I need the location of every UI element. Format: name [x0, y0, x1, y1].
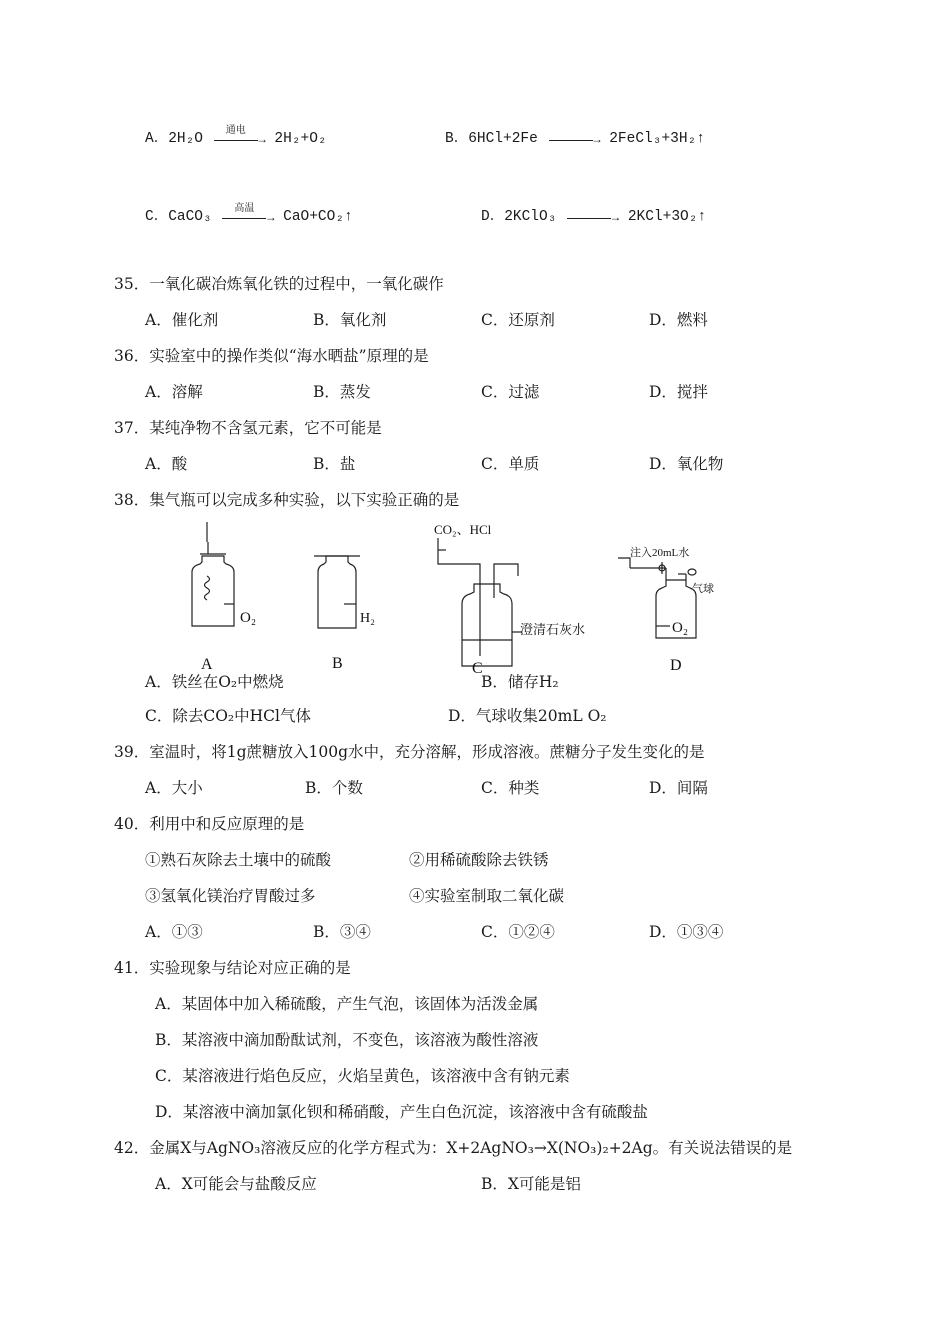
- liquid-label-c: 澄清石灰水: [520, 622, 586, 637]
- question-38: 38．集气瓶可以完成多种实验，以下实验正确的是: [114, 491, 460, 509]
- option: D．某溶液中滴加氯化钡和稀硝酸，产生白色沉淀，该溶液中含有硫酸盐: [155, 1103, 648, 1121]
- option: A．①③: [145, 923, 203, 941]
- gas-bottle-figure: [170, 516, 750, 676]
- option: D．燃料: [649, 311, 708, 329]
- reaction-arrow: 高温 →: [220, 206, 274, 226]
- option: B．盐: [313, 455, 356, 473]
- figure-label-c: C: [472, 660, 483, 676]
- option: B．氧化剂: [313, 311, 387, 329]
- list-item: ③氢氧化镁治疗胃酸过多: [145, 887, 316, 905]
- option: B．储存H₂: [481, 673, 559, 691]
- option: A．溶解: [145, 383, 203, 401]
- option: D．搅拌: [649, 383, 708, 401]
- option: A．催化剂: [145, 311, 219, 329]
- equation-option-b: B．6HCl+2Fe → 2FeCl₃+3H₂↑: [445, 128, 705, 149]
- figure-label-b: B: [332, 655, 343, 672]
- equation-option-a: A．2H₂O 通电 → 2H₂+O₂: [145, 126, 327, 147]
- figure-label-a: A: [201, 656, 213, 673]
- gas-label-a: O₂: [240, 610, 257, 626]
- option: A．某固体中加入稀硫酸，产生气泡，该固体为活泼金属: [155, 995, 539, 1013]
- option: C．除去CO₂中HCl气体: [145, 707, 311, 725]
- question-36: 36．实验室中的操作类似“海水晒盐”原理的是: [114, 347, 429, 365]
- equation-option-d: D．2KClO₃ → 2KCl+3O₂↑: [481, 206, 706, 227]
- option: B．个数: [305, 779, 363, 797]
- option: B．X可能是铝: [481, 1175, 581, 1193]
- reaction-arrow: →: [547, 128, 601, 148]
- question-35: 35．一氧化碳冶炼氧化铁的过程中，一氧化碳作: [114, 275, 444, 293]
- option: A．大小: [145, 779, 203, 797]
- question-39: 39．室温时，将1g蔗糖放入100g水中，充分溶解，形成溶液。蔗糖分子发生变化的是: [114, 743, 705, 761]
- option: C．某溶液进行焰色反应，火焰呈黄色，该溶液中含有钠元素: [155, 1067, 570, 1085]
- option: A．X可能会与盐酸反应: [155, 1175, 317, 1193]
- gas-label-b: H₂: [360, 611, 375, 626]
- list-item: ②用稀硫酸除去铁锈: [409, 851, 549, 869]
- option: C．①②④: [481, 923, 555, 941]
- reaction-arrow: 通电 →: [212, 128, 266, 148]
- question-40: 40．利用中和反应原理的是: [114, 815, 305, 833]
- list-item: ①熟石灰除去土壤中的硫酸: [145, 851, 332, 869]
- option: D．①③④: [649, 923, 724, 941]
- reaction-arrow: →: [565, 206, 619, 226]
- question-37: 37．某纯净物不含氢元素，它不可能是: [114, 419, 382, 437]
- option: A．铁丝在O₂中燃烧: [145, 673, 284, 691]
- option: C．过滤: [481, 383, 540, 401]
- option: C．单质: [481, 455, 540, 473]
- option: D．氧化物: [649, 455, 724, 473]
- option: C．种类: [481, 779, 540, 797]
- option: B．蒸发: [313, 383, 371, 401]
- equation-option-c: C．CaCO₃ 高温 → CaO+CO₂↑: [145, 204, 353, 225]
- option: B．某溶液中滴加酚酞试剂，不变色，该溶液为酸性溶液: [155, 1031, 539, 1049]
- option: D．间隔: [649, 779, 708, 797]
- inlet-label-d: 注入20mL水: [630, 547, 690, 559]
- figure-label-d: D: [670, 657, 682, 674]
- question-42: 42．金属X与AgNO₃溶液反应的化学方程式为：X+2AgNO₃→X(NO₃)₂+2Ag。有关说法错误的是: [114, 1139, 793, 1157]
- option: D．气球收集20mL O₂: [448, 707, 607, 725]
- question-41: 41．实验现象与结论对应正确的是: [114, 959, 351, 977]
- option: A．酸: [145, 455, 188, 473]
- gas-label-d: O₂: [672, 620, 689, 636]
- list-item: ④实验室制取二氧化碳: [409, 887, 565, 905]
- balloon-label-d: 气球: [692, 583, 714, 595]
- inlet-label-c: CO₂、HCl: [434, 522, 492, 537]
- option: C．还原剂: [481, 311, 555, 329]
- option: B．③④: [313, 923, 371, 941]
